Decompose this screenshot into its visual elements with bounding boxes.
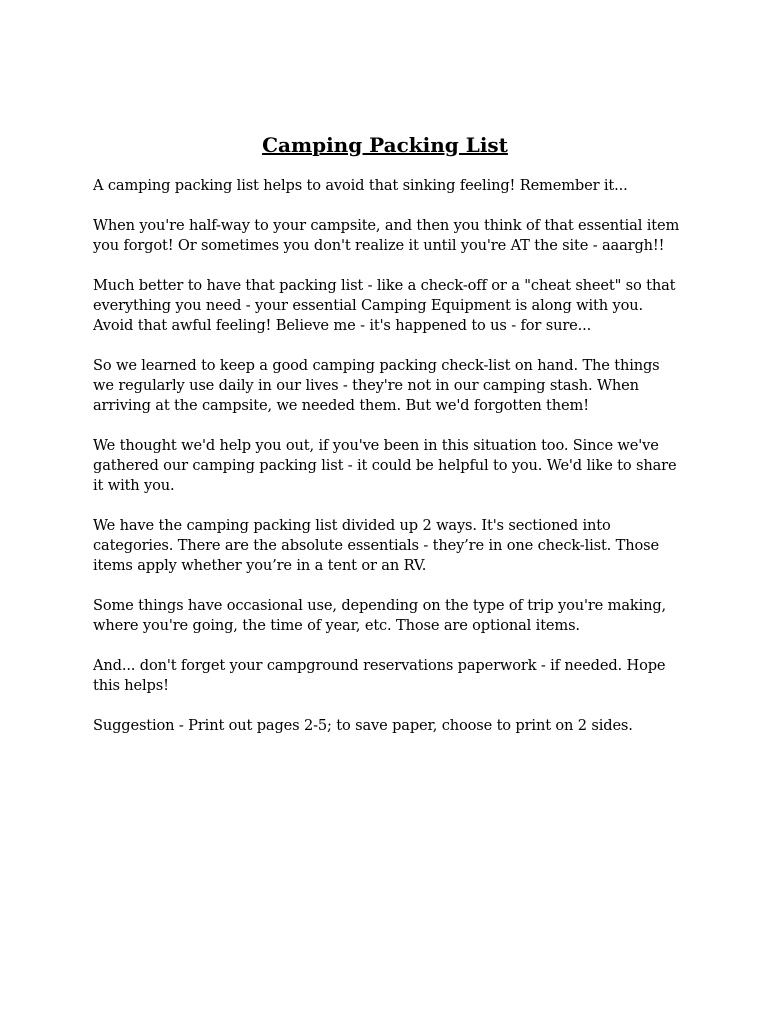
paragraph-learned: So we learned to keep a good camping packing check-list on hand. The things we regularly use daily in our lives - they're not in our camping stash. When arriving at the campsite, we needed them. But we'd forgotten them!	[93, 357, 660, 414]
page-title: Camping Packing List	[262, 133, 508, 157]
paragraph-intro: A camping packing list helps to avoid that sinking feeling! Remember it...	[93, 177, 628, 194]
paragraph-cheat-sheet: Much better to have that packing list - like a check-off or a "cheat sheet" so that everything you need - your essential Camping Equipment is along with you. Avoid that awful feeling! Believe me - it's happened to us - for sure...	[93, 277, 676, 334]
document-body	[93, 176, 683, 756]
paragraph-forgot-item: When you're half-way to your campsite, and then you think of that essential item you forgot! Or sometimes you don't realize it until you're AT the site - aaargh!!	[93, 217, 680, 254]
paragraph-reservations: And... don't forget your campground reservations paperwork - if needed. Hope this helps!	[93, 657, 666, 694]
paragraph-share: We thought we'd help you out, if you've been in this situation too. Since we've gathered our camping packing list - it could be helpful to you. We'd like to share it with you.	[93, 437, 677, 494]
paragraph-optional: Some things have occasional use, depending on the type of trip you're making, where you're going, the time of year, etc. Those are optional items.	[93, 597, 667, 634]
paragraph-suggestion: Suggestion - Print out pages 2-5; to save paper, choose to print on 2 sides.	[93, 717, 633, 734]
paragraph-divided: We have the camping packing list divided up 2 ways. It's sectioned into categories. There are the absolute essentials - they’re in one check-list. Those items apply whether you’re in a tent or an RV.	[93, 517, 659, 574]
